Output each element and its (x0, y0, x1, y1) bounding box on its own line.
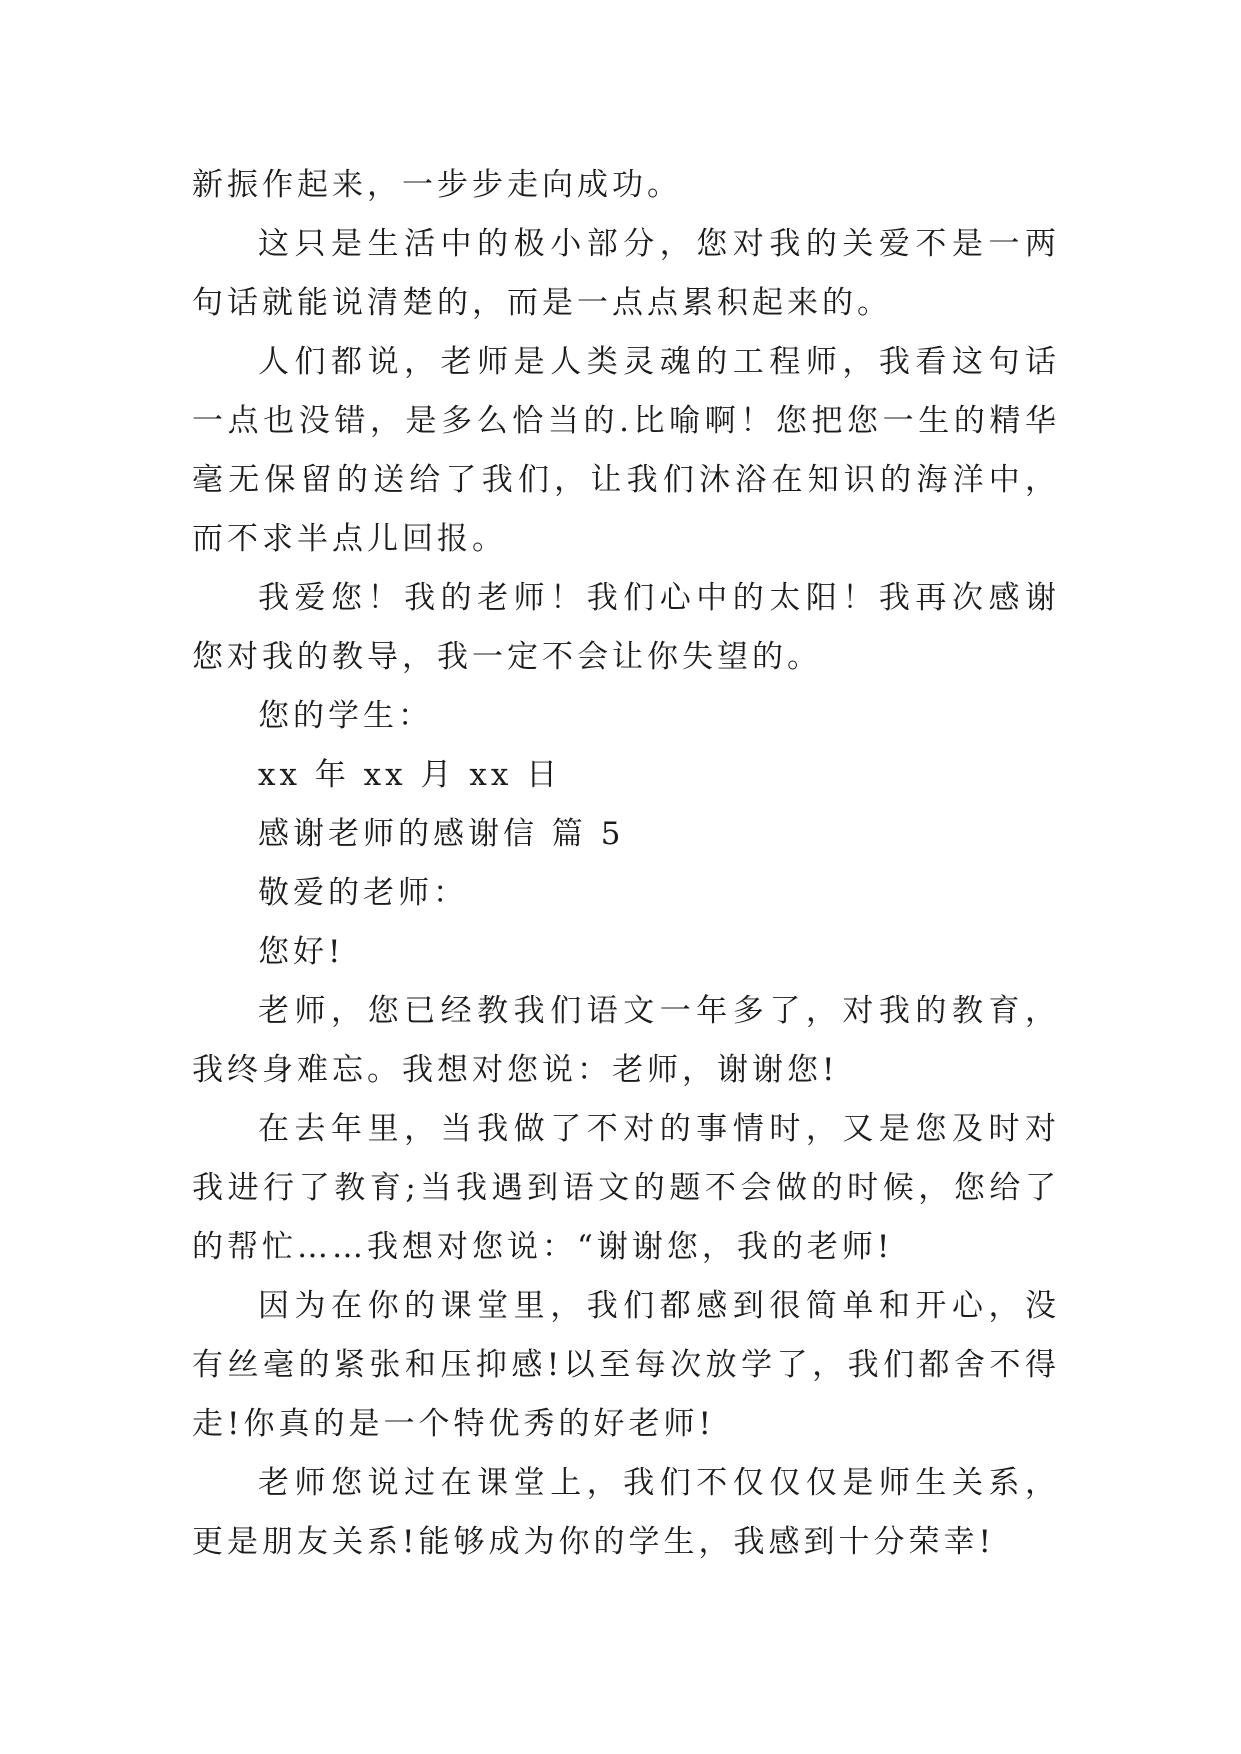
greeting: 您好! (258, 934, 345, 970)
paragraph-thanks: 老师，您已经教我们语文一年多了，对我的教育，我终身难忘。我想对您说：老师，谢谢您! (192, 993, 1060, 1088)
letter-body (192, 156, 1060, 1572)
paragraph-friends: 老师您说过在课堂上，我们不仅仅仅是师生关系，更是朋友关系!能够成为你的学生，我感到十分荣幸! (192, 1465, 1060, 1560)
paragraph-continuation: 新振作起来，一步步走向成功。 (192, 167, 682, 203)
paragraph-engineer: 人们都说，老师是人类灵魂的工程师，我看这句话一点也没错，是多么恰当的.比喻啊！您把您一生的精华毫无保留的送给了我们，让我们沐浴在知识的海洋中，而不求半点儿回报。 (192, 344, 1060, 557)
date-line: xx 年 xx 月 xx 日 (258, 757, 562, 793)
salutation: 敬爱的老师： (258, 875, 468, 911)
signature-line: 您的学生： (258, 698, 433, 734)
section-title: 感谢老师的感谢信 篇 5 (258, 816, 625, 852)
paragraph-classroom: 因为在你的课堂里，我们都感到很简单和开心，没有丝毫的紧张和压抑感!以至每次放学了，我们都舍不得走!你真的是一个特优秀的好老师! (192, 1288, 1060, 1442)
paragraph-last-year: 在去年里，当我做了不对的事情时，又是您及时对我进行了教育;当我遇到语文的题不会做的时候，您给了的帮忙……我想对您说：“谢谢您，我的老师! (192, 1111, 1060, 1265)
paragraph-love: 我爱您！我的老师！我们心中的太阳！我再次感谢您对我的教导，我一定不会让你失望的。 (192, 580, 1060, 675)
paragraph-care: 这只是生活中的极小部分，您对我的关爱不是一两句话就能说清楚的，而是一点点累积起来的。 (192, 226, 1060, 321)
